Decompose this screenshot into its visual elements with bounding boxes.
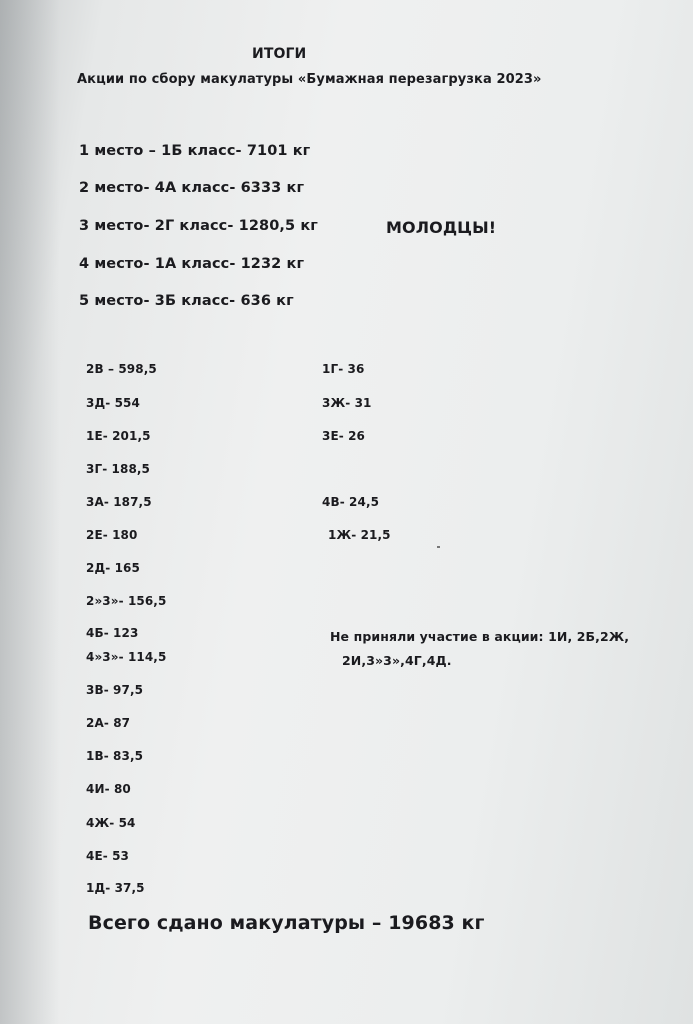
list-item: 4Ж- 54 bbox=[86, 816, 136, 830]
list-item: 1Д- 37,5 bbox=[86, 881, 145, 895]
note-line-2: 2И,3»3»,4Г,4Д. bbox=[342, 653, 452, 668]
list-item: 1Ж- 21,5 bbox=[328, 528, 391, 542]
place-3: 3 место- 2Г класс- 1280,5 кг bbox=[79, 218, 318, 234]
list-item: 1Е- 201,5 bbox=[86, 429, 151, 443]
list-item: 4И- 80 bbox=[86, 782, 131, 796]
list-item: 3Е- 26 bbox=[322, 429, 366, 443]
list-item: 4Б- 123 bbox=[86, 626, 139, 640]
place-2: 2 место- 4А класс- 6333 кг bbox=[79, 180, 305, 196]
list-item: 2»3»- 156,5 bbox=[86, 594, 167, 608]
document-subtitle: Акции по сбору макулатуры «Бумажная перезагрузка 2023» bbox=[77, 72, 542, 87]
list-item: 1В- 83,5 bbox=[86, 749, 144, 763]
non-participants-note bbox=[330, 625, 629, 673]
paper-shadow bbox=[0, 0, 60, 1024]
note-line-1: Не приняли участие в акции: 1И, 2Б,2Ж, bbox=[330, 629, 630, 644]
list-item: 3Ж- 31 bbox=[322, 396, 372, 410]
list-item: 3Г- 188,5 bbox=[86, 462, 151, 476]
list-item: 3Д- 554 bbox=[86, 396, 140, 410]
list-item: 2Е- 180 bbox=[86, 528, 138, 542]
list-item: 2А- 87 bbox=[86, 716, 131, 730]
list-item: 3В- 97,5 bbox=[86, 683, 144, 697]
list-item: 4»3»- 114,5 bbox=[86, 650, 167, 664]
list-item: 4Е- 53 bbox=[86, 849, 130, 863]
place-1: 1 место – 1Б класс- 7101 кг bbox=[79, 143, 311, 159]
list-item: 1Г- 36 bbox=[322, 362, 365, 376]
place-4: 4 место- 1А класс- 1232 кг bbox=[79, 256, 305, 272]
list-item: 3А- 187,5 bbox=[86, 495, 152, 509]
list-item: 2Д- 165 bbox=[86, 561, 140, 575]
list-item: 4В- 24,5 bbox=[322, 495, 380, 509]
praise-text: МОЛОДЦЫ! bbox=[386, 218, 497, 237]
list-item: 2В – 598,5 bbox=[86, 362, 157, 376]
paper-speck bbox=[437, 546, 440, 548]
document-title: ИТОГИ bbox=[252, 46, 307, 62]
place-5: 5 место- 3Б класс- 636 кг bbox=[79, 293, 294, 309]
total-summary: Всего сдано макулатуры – 19683 кг bbox=[88, 912, 485, 934]
